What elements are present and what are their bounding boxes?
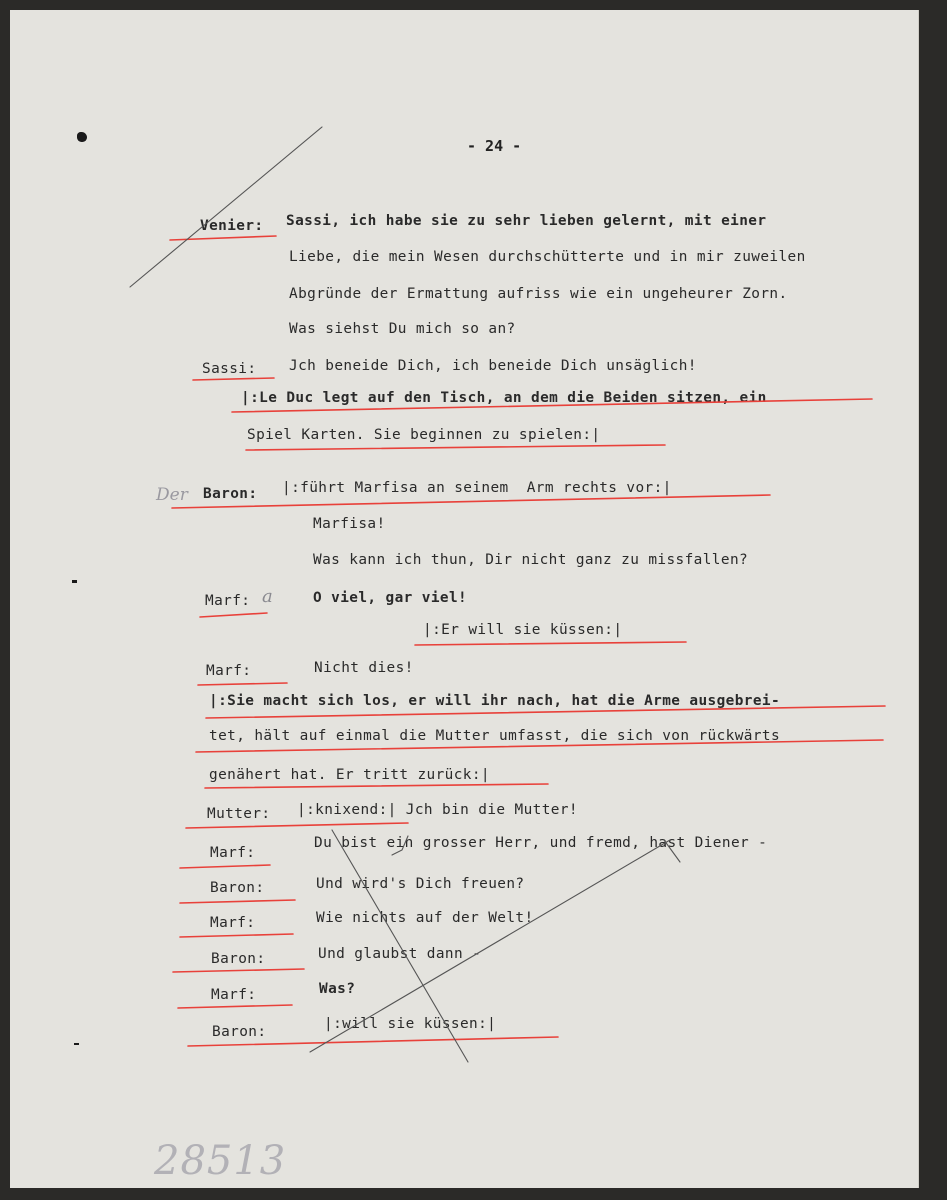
speaker-label: Baron: bbox=[210, 880, 265, 896]
red-underline bbox=[172, 495, 770, 508]
speaker-label: Marf: bbox=[210, 915, 256, 931]
speaker-label: Marf: bbox=[205, 593, 251, 609]
red-underline bbox=[232, 399, 872, 412]
stage-direction: tet, hält auf einmal die Mutter umfasst, die sich von rückwärts bbox=[209, 728, 781, 744]
red-underline bbox=[186, 823, 408, 828]
red-underline bbox=[180, 900, 295, 903]
dialogue-line: Und wird's Dich freuen? bbox=[316, 876, 525, 892]
stage-direction: Spiel Karten. Sie beginnen zu spielen:| bbox=[247, 427, 601, 443]
red-underline bbox=[200, 613, 267, 617]
pencil-stroke bbox=[310, 840, 670, 1052]
dialogue-line: Sassi, ich habe sie zu sehr lieben gelernt, mit einer bbox=[286, 213, 767, 229]
speaker-label: Sassi: bbox=[202, 361, 257, 377]
editorial-markings bbox=[10, 10, 918, 1188]
red-underline bbox=[178, 1005, 292, 1008]
dialogue-line: Wie nichts auf der Welt! bbox=[316, 910, 534, 926]
speaker-label: Baron: bbox=[203, 486, 258, 502]
dialogue-line: Und glaubst dann - bbox=[318, 946, 482, 962]
red-underline bbox=[196, 740, 883, 752]
red-underline bbox=[198, 683, 287, 685]
stage-direction: |:will sie küssen:| bbox=[324, 1016, 497, 1032]
dialogue-line: Was? bbox=[319, 981, 356, 997]
handwritten-margin-note: Der bbox=[156, 485, 188, 505]
dialogue-line: Was siehst Du mich so an? bbox=[289, 321, 516, 337]
stage-direction: genähert hat. Er tritt zurück:| bbox=[209, 767, 490, 783]
red-underline bbox=[173, 969, 304, 972]
handwritten-archive-number: 28513 bbox=[154, 1138, 287, 1184]
stage-direction: |:führt Marfisa an seinem Arm rechts vor:| bbox=[282, 480, 672, 496]
speaker-label: Baron: bbox=[212, 1024, 267, 1040]
speaker-label: Marf: bbox=[206, 663, 252, 679]
speaker-label: Baron: bbox=[211, 951, 266, 967]
speaker-label: Marf: bbox=[210, 845, 256, 861]
stage-direction: |:Le Duc legt auf den Tisch, an dem die Beiden sitzen, ein bbox=[241, 390, 767, 406]
speaker-label: Venier: bbox=[200, 218, 264, 234]
page-number: - 24 - bbox=[467, 137, 522, 155]
red-underline bbox=[193, 378, 274, 380]
red-underline bbox=[180, 934, 293, 937]
red-underline bbox=[206, 706, 885, 718]
dialogue-line: Abgründe der Ermattung aufriss wie ein ungeheurer Zorn. bbox=[289, 286, 788, 302]
dialogue-line: Was kann ich thun, Dir nicht ganz zu missfallen? bbox=[313, 552, 749, 568]
dialogue-line: Nicht dies! bbox=[314, 660, 414, 676]
red-underline bbox=[415, 642, 686, 645]
dialogue-line: Jch beneide Dich, ich beneide Dich unsäglich! bbox=[289, 358, 697, 374]
red-underline bbox=[188, 1037, 558, 1046]
dialogue-line: O viel, gar viel! bbox=[313, 590, 468, 606]
red-underline bbox=[246, 445, 665, 450]
pencil-stroke bbox=[664, 840, 680, 862]
pencil-stroke bbox=[392, 836, 408, 855]
dialogue-line: Du bist ein grosser Herr, und fremd, hast Diener - bbox=[314, 835, 768, 851]
stage-direction: |:Er will sie küssen:| bbox=[423, 622, 623, 638]
dialogue-line: Liebe, die mein Wesen durchschütterte und in mir zuweilen bbox=[289, 249, 806, 265]
red-underline bbox=[170, 236, 276, 240]
speaker-label: Marf: bbox=[211, 987, 257, 1003]
stage-direction: |:Sie macht sich los, er will ihr nach, hat die Arme ausgebrei- bbox=[209, 693, 781, 709]
handwritten-correction: a bbox=[262, 586, 273, 607]
speaker-label: Mutter: bbox=[207, 806, 271, 822]
red-underline bbox=[205, 784, 548, 788]
document-page bbox=[10, 10, 919, 1188]
pencil-stroke bbox=[130, 127, 322, 287]
dialogue-line: Marfisa! bbox=[313, 516, 386, 532]
red-underline bbox=[180, 865, 270, 868]
dialogue-line: |:knixend:| Jch bin die Mutter! bbox=[297, 802, 578, 818]
